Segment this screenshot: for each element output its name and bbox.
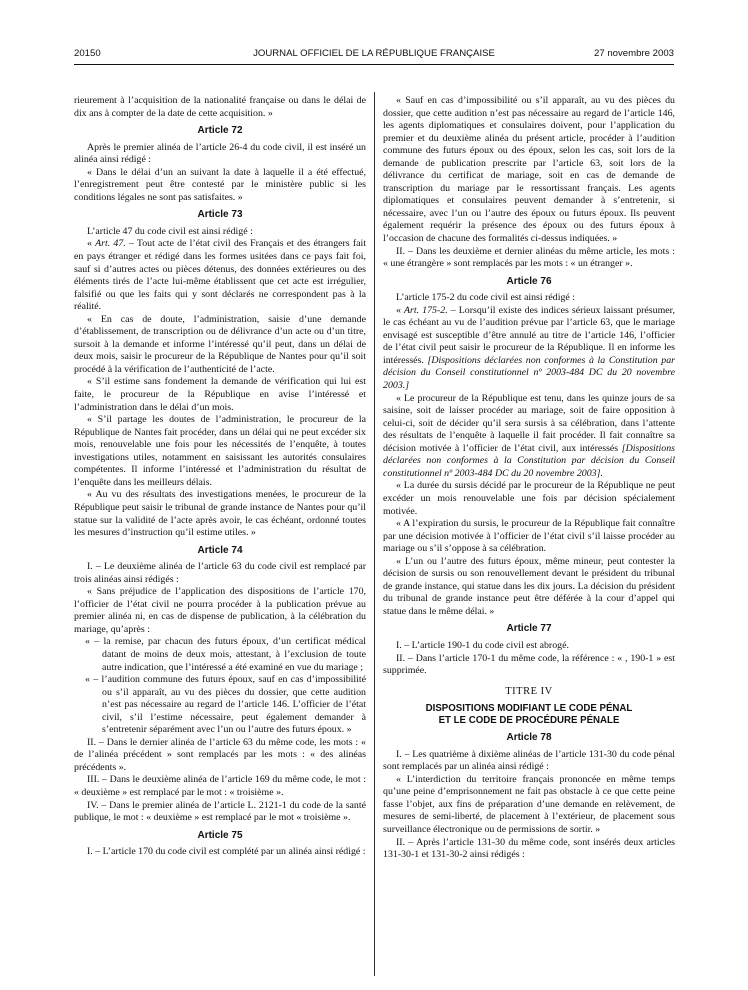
paragraph [383,393,675,481]
article-heading: Article 73 [197,209,243,221]
paragraph [383,305,675,393]
article-heading: Article 72 [197,125,243,137]
paragraph-text: « Le procureur de la République est tenu, dans les quinze jours de sa saisine, soit de laisser procéder au mariage, soit de faire opposition à celui-ci, soit de décider qu’il sera sursis à sa célébration, dans l’attente des résultats de l’enquête à laquelle il fait procéder. Il fait connaître sa décision motivée à l’officier de l’état civil, aux intéressés [383,392,675,454]
article-reference: Art. 47. [95,238,126,250]
paragraph: III. – Dans le deuxième alinéa de l’article 169 du même code, le mot : « deuxième » est remplacé par le mot : « troisième ». [74,774,366,798]
article-heading: Article 75 [197,829,243,841]
paragraph: « En cas de doute, l’administration, saisie d’une demande d’établissement, de transcription ou de délivrance d’un acte ou d’un titre, sursoit à la demande et informe l’intéressé qu’il peut, dans un délai de deux mois, saisir le procureur de la République de Nantes pour qu’il soit procédé à la vérification de l’authenticité de l’acte. [74,313,366,375]
paragraph: II. – Dans le dernier alinéa de l’article 63 du même code, les mots : « de l’alinéa précédent » sont remplacés par les mots : « des alinéas précédents ». [74,736,366,773]
paragraph: II. – Dans les deuxième et dernier alinéas du même article, les mots : « une étrangère » sont remplacés par les mots : « un étranger ». [383,245,675,270]
paragraph: I. – L’article 170 du code civil est complété par un alinéa ainsi rédigé : [87,846,366,858]
page-header [74,48,674,62]
paragraph: « Au vu des résultats des investigations menées, le procureur de la République peut saisir le tribunal de grande instance de Nantes pour qu’il statue sur la validité de l’acte après avoir, le cas échéant, ordonné toutes les mesures d’instruction qu’il estime utiles. » [74,489,366,539]
quote-open: « [87,238,96,250]
paragraph: « S’il estime sans fondement la demande de vérification qui lui est faite, le procureur de la République en avise l’intéressé et l’administration dans le délai d’un mois. [74,376,366,413]
list-item: « – l’audition commune des futurs époux, sauf en cas d’impossibilité ou s’il apparaît, au vu des pièces du dossier, que cette audition n’est pas nécessaire au regard de l’article 146. L’officier de l’état civil, s’il l’estime nécessaire, peut également demander à s’entretenir séparément avec l’un ou l’autre des futurs époux. » [85,674,366,736]
paragraph: « La durée du sursis décidé par le procureur de la République ne peut excéder un mois renouvelable une fois par décision spécialement motivée. [383,480,675,517]
title-heading: TITRE IV [505,685,553,697]
paragraph: L’article 175-2 du code civil est ainsi rédigé : [396,292,575,304]
publication-date: 27 novembre 2003 [593,48,674,59]
quote-open: « [396,304,405,316]
paragraph: Après le premier alinéa de l’article 26-4 du code civil, il est inséré un alinéa ainsi rédigé : [74,141,366,166]
paragraph [74,238,366,313]
paragraph: « Sauf en cas d’impossibilité ou s’il apparaît, au vu des pièces du dossier, que cette audition n’est pas nécessaire au regard de l’article 146, les agents diplomatiques et consulaires doivent, pour l’application du premier et du deuxième alinéa du présent article, procéder à l’audition commune des futurs époux ou des époux, selon les cas, soit lors de la demande de publication prescrite par l’article 63, soit lors de la délivrance du certificat de mariage, soit en cas de demande de transcription du mariage par le ressortissant français. Les agents diplomatiques et consulaires peuvent demander à s’entretenir, si nécessaire, avec l’un ou l’autre des époux ou futurs époux. Ils peuvent également requérir la présence des époux ou des futurs époux à l’occasion de chacune des formalités ci-dessus indiquées. » [383,95,675,245]
paragraph: L’article 47 du code civil est ainsi rédigé : [87,225,253,237]
title-subheading: DISPOSITIONS MODIFIANT LE CODE PÉNAL [425,703,633,715]
header-rule [74,64,674,65]
article-heading: Article 78 [506,732,552,744]
article-heading: Article 77 [506,623,552,635]
left-column [74,95,366,859]
article-heading: Article 74 [197,544,243,556]
paragraph: II. – Après l’article 131-30 du même code, sont insérés deux articles 131-30-1 et 131-30-2 ainsi rédigés : [383,836,675,861]
paragraph: « S’il partage les doutes de l’administration, le procureur de la République de Nantes fait procéder, dans un délai qui ne peut excéder six mois, renouvelable une fois pour les nécessités de l’enquête, à toutes investigations utiles, notamment en saisissant les autorités consulaires compétentes. Il informe l’intéressé et l’administration du résultat de l’enquête dans les meilleurs délais. [74,414,366,488]
list-item: « – la remise, par chacun des futurs époux, d’un certificat médical datant de moins de deux mois, attestant, à l’exclusion de toute autre indication, que l’intéressé a été examiné en vue du mariage ; [85,636,366,673]
article-reference: Art. 175-2. [404,304,448,316]
right-column [383,95,675,862]
paragraph: « Dans le délai d’un an suivant la date à laquelle il a été effectué, l’enregistrement peut être contesté par le ministère public si les conditions légales ne sont pas satisfaites. » [74,166,366,203]
paragraph-text: – Lorsqu’il existe des indices sérieux laissant présumer, le cas échéant au vu de l’audition prévue par l’article 63, que le mariage envisagé est susceptible d’être annulé au titre de l’article 146, l’officier de l’état civil peut saisir le procureur de la République. Il en informe les intéressés. [383,304,676,366]
article-heading: Article 76 [506,275,552,287]
paragraph: « A l’expiration du sursis, le procureur de la République fait connaître par une décision motivée à l’officier de l’état civil s’il laisse procéder au mariage ou s’il s’oppose à sa célébration. [383,518,675,555]
paragraph: II. – Dans l’article 170-1 du même code, la référence : « , 190-1 » est supprimée. [383,652,675,677]
paragraph: « L’interdiction du territoire français prononcée en même temps qu’une peine d’emprisonnement ne fait pas obstacle à ce que cette peine fasse l’objet, aux fins de préparation d’une demande en relèvement, de mesures de semi-liberté, de placement à l’extérieur, de placement sous surveillance électronique ou de permissions de sortir. » [383,773,675,835]
paragraph: I. – L’article 190-1 du code civil est abrogé. [396,639,569,651]
paragraph: IV. – Dans le premier alinéa de l’article L. 2121-1 du code de la santé publique, le mot : « deuxième » est remplacé par le mot « troisième ». [74,799,366,824]
paragraph: I. – Le deuxième alinéa de l’article 63 du code civil est remplacé par trois alinéas ainsi rédigés : [74,561,366,585]
column-divider [374,92,375,976]
page-number: 20150 [74,48,101,59]
constitutional-note: [Dispositions déclarées non conformes à la Constitution par décision du Conseil constitutionnel nº 2003-484 DC du 20 novembre 2003.] [383,354,675,392]
paragraph: « Sans préjudice de l’application des dispositions de l’article 170, l’officier de l’état civil ne pourra procéder à la publication prévue au premier alinéa ni, en cas de dispense de publication, à la célébration du mariage, qu’après : [74,586,366,635]
constitutional-note: [Dispositions déclarées non conformes à la Constitution par décision du Conseil constitutionnel nº 2003-484 DC du 20 novembre 2003]. [383,442,675,479]
paragraph-text: – Tout acte de l’état civil des Français et des étrangers fait en pays étranger et rédigé dans les formes usitées dans ce pays fait foi, sauf si d’autres actes ou pièces détenus, des données extérieures ou des éléments tirés de l’acte lui-même établissent que cet acte est irrégulier, falsifié ou que les faits qui y sont déclarés ne correspondent pas à la réalité. [74,238,366,313]
paragraph: I. – Les quatrième à dixième alinéas de l’article 131-30 du code pénal sont remplacés par un alinéa ainsi rédigé : [383,748,675,773]
title-subheading: ET LE CODE DE PROCÉDURE PÉNALE [438,715,620,727]
paragraph: « L’un ou l’autre des futurs époux, même mineur, peut contester la décision de sursis ou son renouvellement devant le président du tribunal de grande instance, qui statue dans les dix jours. La décision du président du tribunal de grande instance peut être déférée à la cour d’appel qui statue dans le même délai. » [383,555,675,617]
journal-title: JOURNAL OFFICIEL DE LA RÉPUBLIQUE FRANÇAISE [253,48,495,59]
paragraph: rieurement à l’acquisition de la nationalité française ou dans le délai de dix ans à compter de la date de cette acquisition. » [74,95,366,119]
